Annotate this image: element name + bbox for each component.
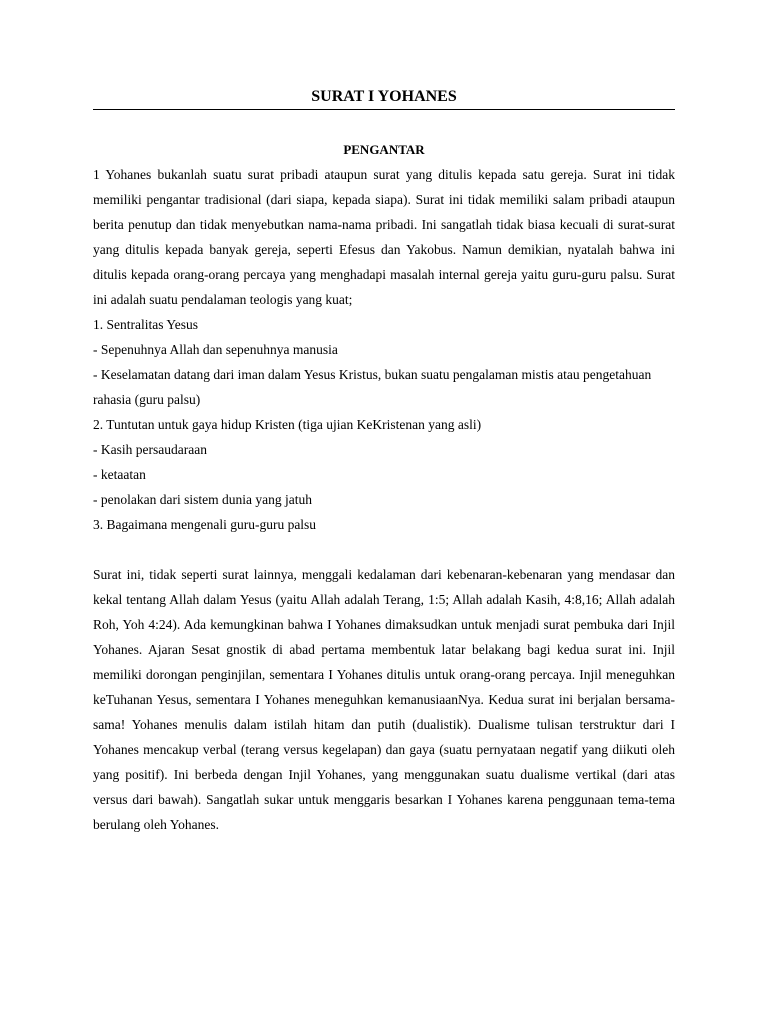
intro-paragraph: 1 Yohanes bukanlah suatu surat pribadi ataupun surat yang ditulis kepada satu gereja. Surat ini tidak memiliki pengantar tradisional (dari siapa, kepada siapa). Surat ini tidak memiliki salam pribadi ataupun berita penutup dan tidak menyebutkan nama-nama pribadi. Ini sangatlah tidak biasa kecuali di surat-surat yang ditulis kepada banyak gereja, seperti Efesus dan Yakobus. Namun demikian, nyatalah bahwa ini ditulis kepada orang-orang percaya yang menghadapi masalah internal gereja yaitu guru-guru palsu. Surat ini adalah suatu pendalaman teologis yang kuat; <box>93 167 675 307</box>
outline-item: 2. Tuntutan untuk gaya hidup Kristen (tiga ujian KeKristenan yang asli) <box>93 417 482 432</box>
section-heading: PENGANTAR <box>343 142 425 157</box>
document-page <box>93 86 675 837</box>
title-underline <box>93 109 675 110</box>
outline-item: - Kasih persaudaraan <box>93 442 207 457</box>
outline-item: - ketaatan <box>93 467 146 482</box>
paragraph-spacer <box>93 537 675 562</box>
body-paragraph: Surat ini, tidak seperti surat lainnya, menggali kedalaman dari kebenaran-kebenaran yang mendasar dan kekal tentang Allah dalam Yesus (yaitu Allah adalah Terang, 1:5; Allah adalah Kasih, 4:8,16; Allah adalah Roh, Yoh 4:24). Ada kemungkinan bahwa I Yohanes dimaksudkan untuk menjadi surat pembuka dari Injil Yohanes. Ajaran Sesat gnostik di abad pertama membentuk latar belakang bagi kedua surat ini. Injil memiliki dorongan penginjilan, sementara I Yohanes ditulis untuk orang-orang percaya. Injil meneguhkan keTuhanan Yesus, sementara I Yohanes meneguhkan kemanusiaanNya. Kedua surat ini berjalan bersama-sama! Yohanes menulis dalam istilah hitam dan putih (dualistik). Dualisme tulisan terstruktur dari I Yohanes mencakup verbal (terang versus kegelapan) dan gaya (suatu pernyataan negatif yang diikuti oleh yang positif). Ini berbeda dengan Injil Yohanes, yang menggunakan suatu dualisme vertikal (dari atas versus dari bawah). Sangatlah sukar untuk menggaris besarkan I Yohanes karena penggunaan tema-tema berulang oleh Yohanes. <box>93 567 675 832</box>
outline-item: 3. Bagaimana mengenali guru-guru palsu <box>93 517 317 532</box>
outline-item: - Sepenuhnya Allah dan sepenuhnya manusia <box>93 342 338 357</box>
outline-item: - Keselamatan datang dari iman dalam Yesus Kristus, bukan suatu pengalaman mistis atau pengetahuan rahasia (guru palsu) <box>93 367 652 407</box>
outline-item: - penolakan dari sistem dunia yang jatuh <box>93 492 312 507</box>
outline-item: 1. Sentralitas Yesus <box>93 317 199 332</box>
document-title: SURAT I YOHANES <box>311 88 457 105</box>
